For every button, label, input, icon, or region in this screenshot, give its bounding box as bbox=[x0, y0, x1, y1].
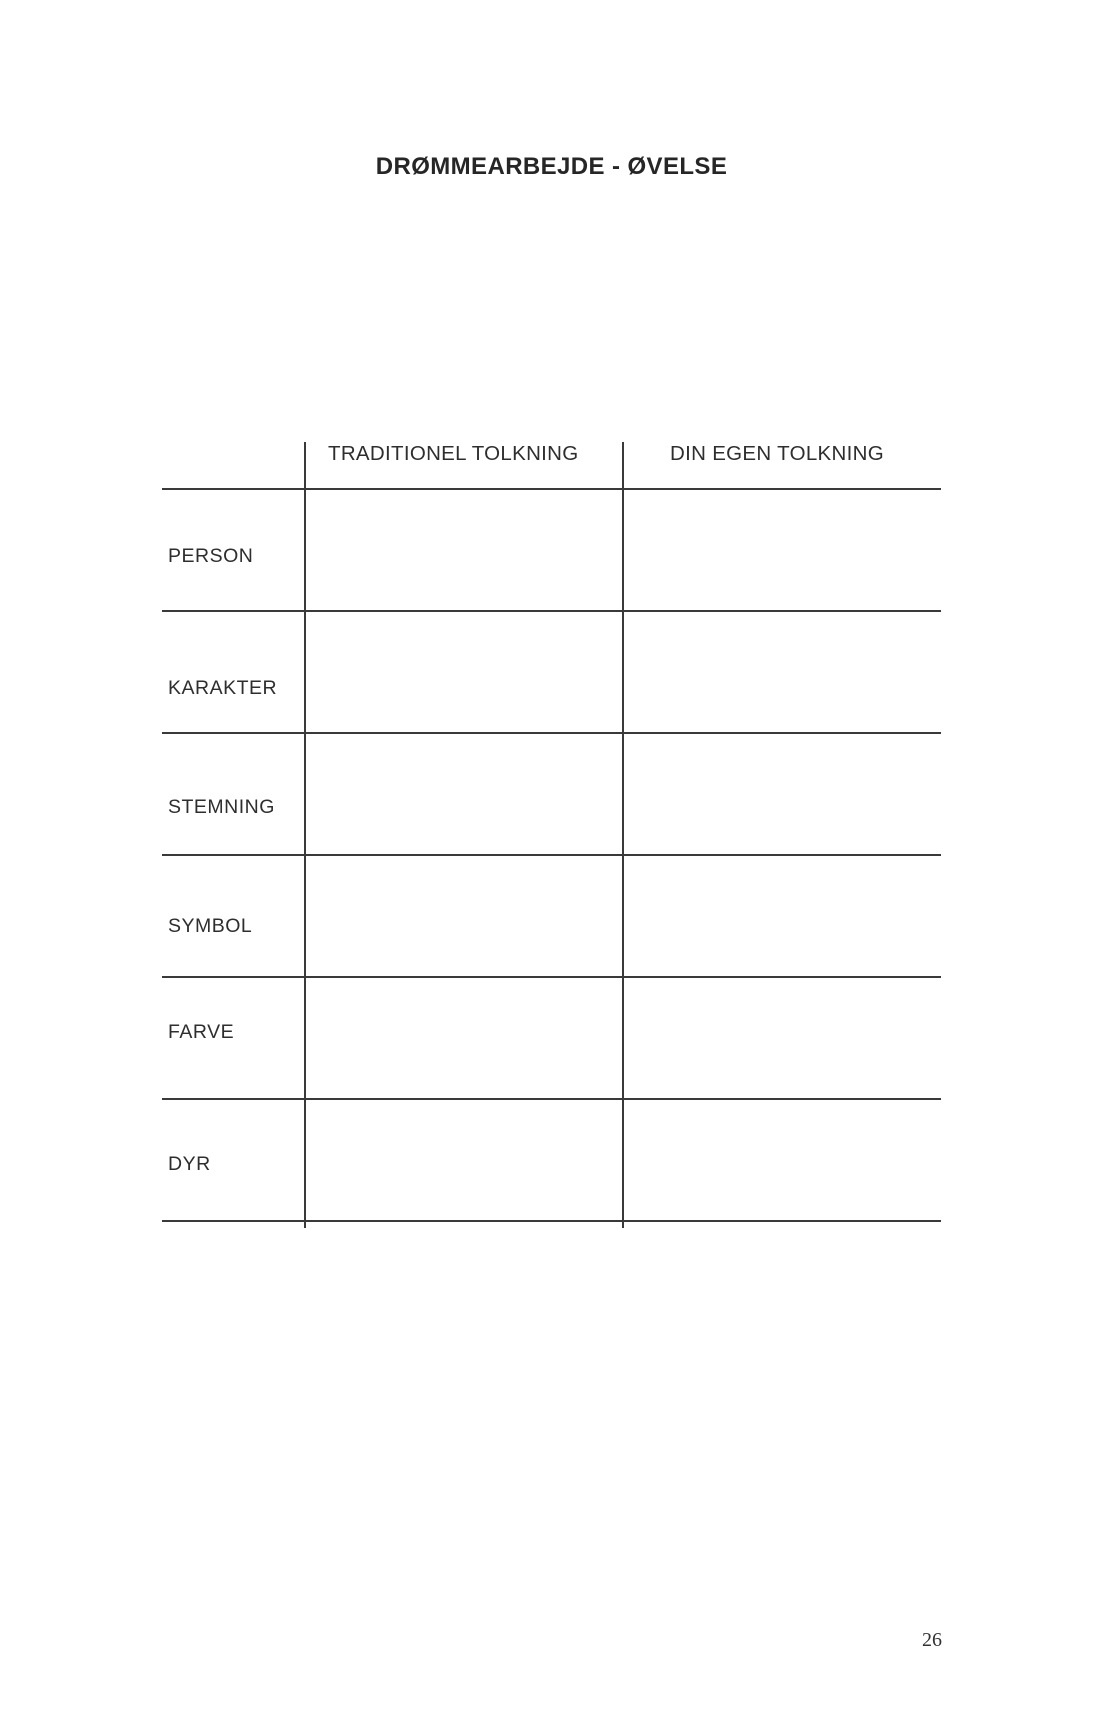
cell-person-traditional[interactable] bbox=[306, 490, 622, 610]
cell-karakter-traditional[interactable] bbox=[306, 612, 622, 732]
row-label-farve: FARVE bbox=[168, 1021, 235, 1043]
page-title: DRØMMEARBEJDE - ØVELSE bbox=[375, 153, 728, 180]
column-header-traditional: TRADITIONEL TOLKNING bbox=[328, 442, 579, 465]
page-number: 26 bbox=[922, 1629, 942, 1651]
cell-karakter-own[interactable] bbox=[624, 612, 941, 732]
cell-farve-traditional[interactable] bbox=[306, 978, 622, 1098]
row-label-person: PERSON bbox=[168, 545, 254, 567]
cell-stemning-own[interactable] bbox=[624, 734, 941, 854]
cell-symbol-own[interactable] bbox=[624, 856, 941, 976]
cell-person-own[interactable] bbox=[624, 490, 941, 610]
row-label-symbol: SYMBOL bbox=[168, 915, 253, 937]
table-bottom-rule bbox=[162, 1220, 941, 1222]
cell-farve-own[interactable] bbox=[624, 978, 941, 1098]
cell-dyr-own[interactable] bbox=[624, 1100, 941, 1220]
row-label-dyr: DYR bbox=[168, 1153, 211, 1175]
row-label-stemning: STEMNING bbox=[168, 796, 275, 818]
row-label-karakter: KARAKTER bbox=[168, 677, 278, 699]
cell-symbol-traditional[interactable] bbox=[306, 856, 622, 976]
cell-dyr-traditional[interactable] bbox=[306, 1100, 622, 1220]
column-header-own: DIN EGEN TOLKNING bbox=[670, 442, 884, 465]
cell-stemning-traditional[interactable] bbox=[306, 734, 622, 854]
worksheet-table bbox=[162, 430, 941, 1230]
